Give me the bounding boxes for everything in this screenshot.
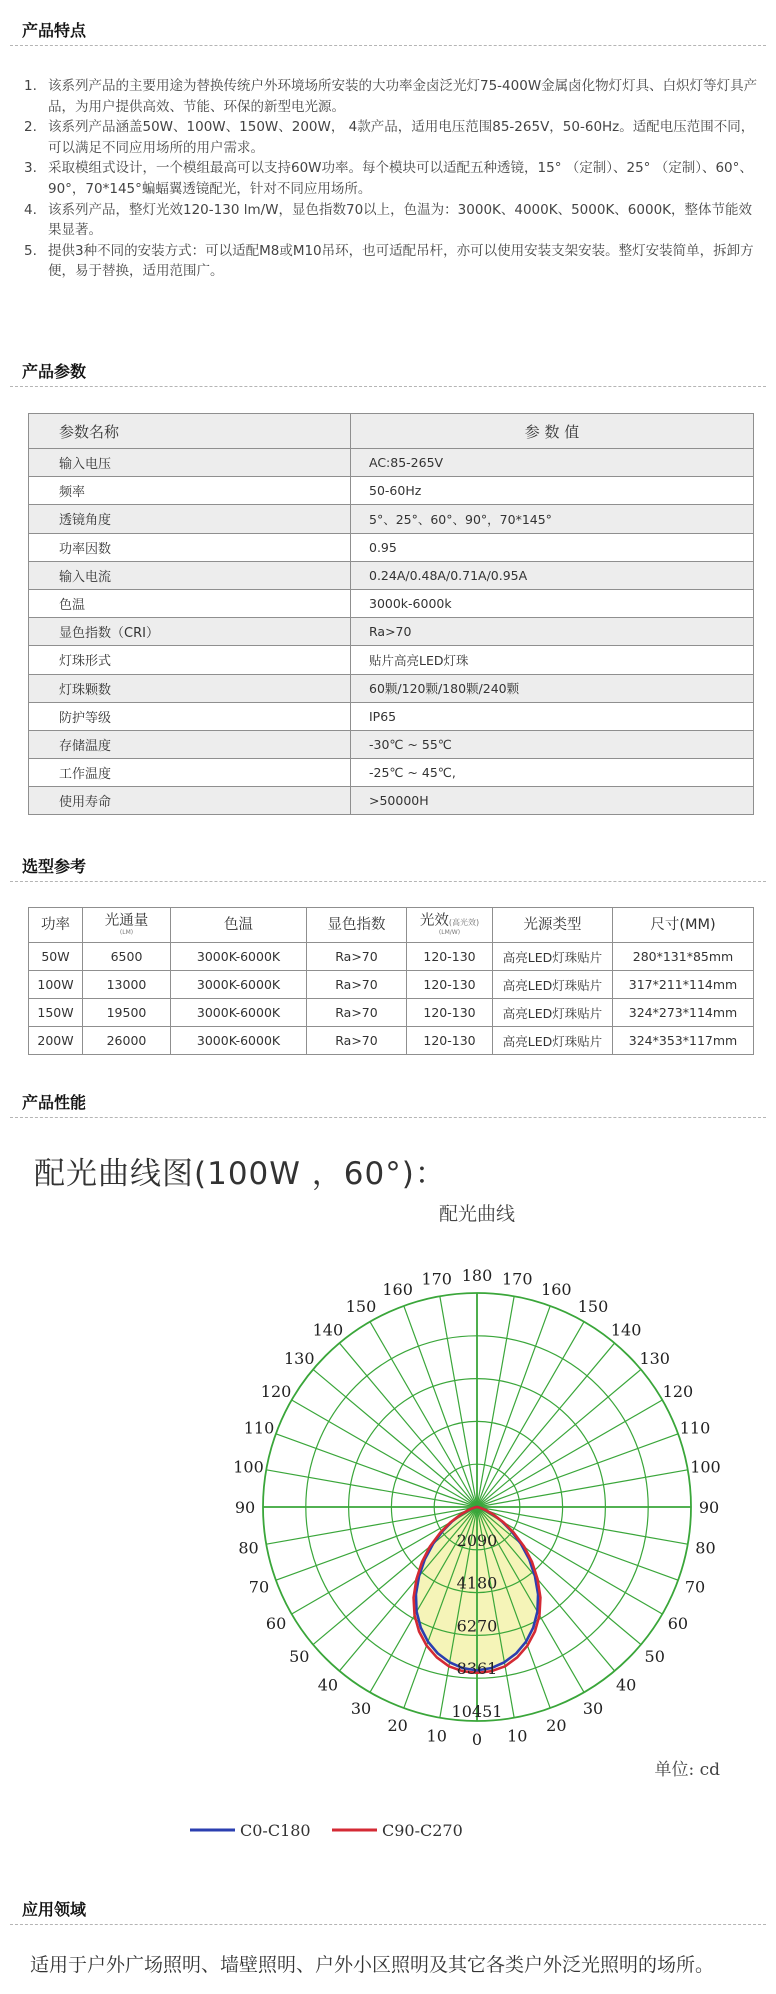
table-row: 50W 6500 3000K-6000K Ra>70 120-130 高亮LED灯珠贴片 280*131*85mm <box>29 943 754 971</box>
angle-label-right: 180 <box>461 1266 493 1285</box>
angle-label-left: 130 <box>284 1348 315 1368</box>
angle-label-right: 70 <box>684 1577 706 1597</box>
section-title-features: 产品特点 <box>22 21 87 40</box>
section-title-selection: 选型参考 <box>22 857 87 876</box>
angle-label-left: 140 <box>312 1320 344 1340</box>
angle-label-right: 100 <box>690 1457 721 1477</box>
angle-label-left: 10 <box>426 1726 447 1746</box>
table-row: 输入电流 0.24A/0.48A/0.71A/0.95A <box>29 561 754 589</box>
table-row: 输入电压 AC:85-265V <box>29 449 754 477</box>
table-row: 工作温度 -25℃ ~ 45℃, <box>29 759 754 787</box>
section-divider <box>10 45 766 46</box>
angle-label-right: 20 <box>546 1716 567 1736</box>
section-divider <box>10 386 766 387</box>
angle-label-left: 40 <box>317 1675 339 1695</box>
col-power: 功率 <box>29 908 83 943</box>
angle-label-right: 110 <box>679 1418 711 1438</box>
angle-label-right: 170 <box>502 1269 533 1289</box>
table-row: 防护等级 IP65 <box>29 702 754 730</box>
feature-item: 1. 该系列产品的主要用途为替换传统户外环境场所安装的大功率金卤泛光灯75-400W金属卤化物灯灯具、白炽灯等灯具产品，为用户提供高效、节能、环保的新型电光源。 <box>24 78 758 115</box>
angle-label-right: 50 <box>644 1647 665 1667</box>
angle-label-left: 20 <box>387 1716 408 1736</box>
table-row: 灯珠颗数 60颗/120颗/180颗/240颗 <box>29 674 754 702</box>
angle-label-right: 40 <box>615 1675 637 1695</box>
chart-title: 配光曲线 <box>438 1203 516 1225</box>
angle-label-left: 150 <box>345 1297 377 1317</box>
section-divider <box>10 881 766 882</box>
table-row: 100W 13000 3000K-6000K Ra>70 120-130 高亮LED灯珠贴片 317*211*114mm <box>29 971 754 999</box>
section-divider <box>10 1924 766 1925</box>
angle-label-left: 110 <box>243 1418 275 1438</box>
angle-label-right: 120 <box>662 1382 694 1401</box>
feature-item: 3. 采取模组式设计，一个模组最高可以支持60W功率。每个模块可以适配五种透镜，15° （定制）、25° （定制）、60°、90°，70*145°蝙蝠翼透镜配光，针对不同应用场所。 <box>24 160 753 197</box>
col-cri: 显色指数 <box>307 908 407 943</box>
section-header-selection <box>0 850 776 882</box>
application-text: 适用于户外广场照明、墙壁照明、户外小区照明及其它各类户外泛光照明的场所。 <box>30 1954 715 1976</box>
radial-value-label: 10451 <box>451 1702 503 1721</box>
col-size: 尺寸(MM) <box>613 908 754 943</box>
radial-value-label: 8361 <box>456 1659 498 1679</box>
table-row: 200W 26000 3000K-6000K Ra>70 120-130 高亮LED灯珠贴片 324*353*117mm <box>29 1027 754 1055</box>
angle-label-left: 120 <box>260 1382 292 1401</box>
params-table <box>28 413 754 815</box>
angle-label-right: 10 <box>507 1726 528 1746</box>
feature-item: 2. 该系列产品涵盖50W、100W、150W、200W， 4款产品，适用电压范围85-265V，50-60Hz。适配电压范围不同，可以满足不同应用场所的用户需求。 <box>24 119 755 156</box>
angle-label-left: 80 <box>238 1538 259 1558</box>
angle-label-right: 140 <box>610 1320 642 1340</box>
col-source: 光源类型 <box>493 908 613 943</box>
angle-label-left: 170 <box>421 1269 452 1289</box>
angle-label-left: 100 <box>233 1457 264 1477</box>
table-row: 频率 50-60Hz <box>29 477 754 505</box>
section-title-performance: 产品性能 <box>22 1093 87 1112</box>
angle-label-left: 30 <box>350 1698 372 1718</box>
section-header-features <box>0 14 776 46</box>
angle-label-right: 60 <box>667 1614 689 1633</box>
angle-label-right: 90 <box>698 1498 720 1517</box>
angle-label-left: 70 <box>248 1577 270 1597</box>
radial-value-label: 2090 <box>456 1530 498 1550</box>
chart-legend <box>190 1821 463 1840</box>
feature-item: 4. 该系列产品，整灯光效120-130 lm/W，显色指数70以上，色温为：3000K、4000K、5000K、6000K，整体节能效果显著。 <box>24 201 753 239</box>
angle-label-left: 90 <box>234 1498 256 1517</box>
legend-label: C0-C180 <box>240 1821 311 1840</box>
angle-label-right: 150 <box>577 1297 609 1317</box>
selection-header-row <box>29 908 754 943</box>
table-row: 150W 19500 3000K-6000K Ra>70 120-130 高亮LED灯珠贴片 324*273*114mm <box>29 999 754 1027</box>
radial-value-label: 4180 <box>456 1573 498 1593</box>
section-header-performance <box>0 1086 776 1118</box>
col-flux: 光通量 (LM) <box>83 908 171 943</box>
angle-label-left: 60 <box>265 1614 287 1633</box>
radial-value-label: 6270 <box>456 1616 498 1636</box>
unit-label: 单位: cd <box>654 1760 720 1780</box>
section-title-application: 应用领域 <box>22 1900 87 1919</box>
table-row: 灯珠形式 贴片高亮LED灯珠 <box>29 646 754 674</box>
col-cct: 色温 <box>171 908 307 943</box>
params-header-name: 参数名称 <box>29 414 351 449</box>
col-efficacy: 光效(高光效) (LM/W) <box>407 908 493 943</box>
angle-label-right: 0 <box>471 1730 483 1749</box>
params-header-value: 参 数 值 <box>351 414 754 449</box>
table-row: 色温 3000k-6000k <box>29 589 754 617</box>
params-header-row <box>29 414 754 449</box>
section-divider <box>10 1117 766 1118</box>
legend-label: C90-C270 <box>382 1821 463 1840</box>
table-row: 透镜角度 5°、25°、60°、90°，70*145° <box>29 505 754 533</box>
angle-label-right: 160 <box>541 1279 572 1299</box>
angle-label-left: 50 <box>289 1647 310 1667</box>
feature-item: 5. 提供3种不同的安装方式：可以适配M8或M10吊环，也可适配吊杆，亦可以使用安装支架安装。整灯安装简单，拆卸方便，易于替换，适用范围广。 <box>24 242 754 280</box>
chart-heading: 配光曲线图(100W ，60°)： <box>34 1156 447 1192</box>
section-header-application <box>0 1893 776 1925</box>
angle-label-right: 30 <box>582 1698 604 1718</box>
section-header-params <box>0 355 776 387</box>
table-row: 显色指数（CRI） Ra>70 <box>29 618 754 646</box>
section-title-params: 产品参数 <box>22 362 87 381</box>
table-row: 使用寿命 >50000H <box>29 787 754 815</box>
features-list <box>24 76 758 282</box>
table-row: 功率因数 0.95 <box>29 533 754 561</box>
angle-label-right: 130 <box>639 1348 670 1368</box>
table-row: 存储温度 -30℃ ~ 55℃ <box>29 730 754 758</box>
selection-table <box>28 907 754 1055</box>
angle-label-right: 80 <box>695 1538 716 1558</box>
polar-light-distribution-chart <box>0 1190 776 1880</box>
angle-label-left: 160 <box>382 1279 413 1299</box>
